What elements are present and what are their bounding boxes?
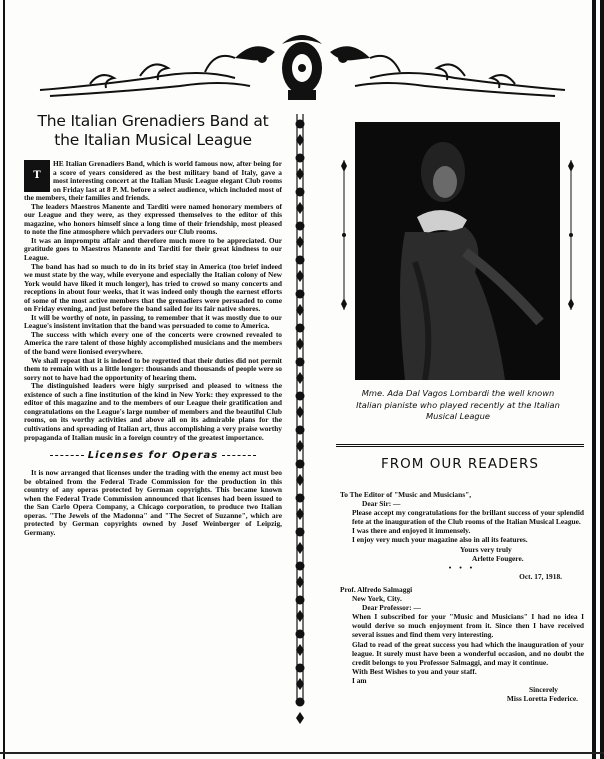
licenses-body bbox=[24, 469, 282, 537]
photo-side-ornament-left bbox=[340, 160, 348, 310]
column-bead bbox=[296, 494, 305, 503]
letter-greeting: Dear Sir: — bbox=[362, 499, 401, 509]
letter-body: Glad to read of the great success you had which the inauguration of your league. It surely must have been a wonderful occasion, and no doubt the credit belongs to you Professor Salmaggi, and may it continue. bbox=[352, 639, 584, 667]
title-flourish-left bbox=[50, 455, 84, 456]
licenses-title-text: Licenses for Operas bbox=[87, 450, 219, 462]
licenses-section-title bbox=[24, 450, 282, 461]
article-paragraph: We shall repeat that it is indeed to be regretted that their duties did not permit them to remain with us a little longer: thousands and thousands of people were so sorry not to have had the opportunity of hearing them. bbox=[24, 355, 282, 382]
column-bead bbox=[296, 460, 305, 469]
column-diamond bbox=[296, 712, 304, 724]
page-border-right bbox=[592, 0, 596, 759]
letter-signature: Miss Loretta Federice. bbox=[506, 694, 578, 704]
letter-body: When I subscribed for your "Music and Musicians" I had no idea I would derive so much enjoyment from it. Since then I have received several issues and find them very interesting. bbox=[352, 612, 584, 640]
page-border-left bbox=[3, 0, 5, 759]
readers-letters bbox=[340, 490, 584, 703]
center-column-ornament bbox=[290, 104, 310, 724]
column-bead bbox=[296, 562, 305, 571]
letter-body: Please accept my congratulations for the brillant success of your splendid fete at the inauguration of the Club rooms of the Italian Musical League. bbox=[352, 508, 584, 527]
letter-body: I am bbox=[352, 675, 367, 685]
dropcap-letter: T bbox=[33, 169, 41, 181]
letter-closing: Sincerely bbox=[528, 684, 558, 694]
letter-body: With Best Wishes to you and your staff. bbox=[352, 666, 477, 676]
letter-recipient: Prof. Alfredo Salmaggi bbox=[340, 584, 413, 594]
photo-side-ornament-right bbox=[567, 160, 575, 310]
column-bead bbox=[296, 256, 305, 265]
article-paragraph: The success with which every one of the concerts were crowned revealed to America the rare talent of those highly accomplished musicians and the members of the band were lionised everywhere. bbox=[24, 329, 282, 357]
letter-body: I was there and enjoyed it immensely. bbox=[352, 526, 471, 536]
article-headline: The Italian Grenadiers Band at the Italian Musical League bbox=[37, 112, 269, 149]
column-bead bbox=[296, 188, 305, 197]
column-bead bbox=[296, 120, 305, 129]
letter-greeting: Dear Professor: — bbox=[362, 603, 421, 613]
page-border-right-outer bbox=[600, 0, 604, 759]
letter-signature: Arlette Fougere. bbox=[472, 553, 524, 563]
article-paragraph: HE Italian Grenadiers Band, which is world famous now, after being for a score of years considered as the best military band of Italy, gave a most interesting concert at the Italian Music League elegant Club rooms on Friday last at 8 P. M. before a select audience, which included most of the members, their families and friends. bbox=[24, 159, 282, 203]
column-bead bbox=[296, 392, 305, 401]
column-bead bbox=[296, 358, 305, 367]
column-bead bbox=[296, 664, 305, 673]
dropcap-ornament bbox=[24, 160, 50, 192]
letter-recipient-city: New York, City. bbox=[352, 594, 402, 604]
column-bead bbox=[296, 528, 305, 537]
header-ornament bbox=[30, 28, 575, 108]
left-column bbox=[24, 108, 282, 537]
letter-date: Oct. 17, 1918. bbox=[519, 571, 562, 581]
letter-body: I enjoy very much your magazine also in all its features. bbox=[352, 535, 528, 545]
article-paragraph: The leaders Maestros Manente and Tarditi were named honorary members of our League and they were, as they expressed themselves to the editor of this magazine, who honors himself since a long time of their friendship, most pleased to note the fine atmosphere which pervaders our Club rooms. bbox=[24, 201, 282, 237]
readers-divider bbox=[336, 444, 584, 447]
letter-separator-stars: • • • bbox=[448, 562, 476, 572]
article-paragraph: It was an impromptu affair and therefore much more to be appreciated. Our gratitude goes to Maestros Manente and Tarditi for their great kindness to our League. bbox=[24, 235, 282, 263]
letter-salutation: To The Editor of "Music and Musicians", bbox=[340, 490, 472, 499]
column-bead bbox=[296, 426, 305, 435]
column-bead bbox=[296, 596, 305, 605]
article-paragraph: It will be worthy of note, in passing, to remember that it was mostly due to our League's insistent invitation that the band was persuaded to come to America. bbox=[24, 312, 282, 331]
page-border-bottom bbox=[0, 752, 604, 754]
pianist-portrait-image bbox=[355, 122, 560, 380]
article-body bbox=[24, 160, 282, 442]
title-flourish-right bbox=[222, 455, 256, 456]
pianist-photo bbox=[355, 122, 560, 380]
photo-caption: Mme. Ada Dal Vagos Lombardi the well known Italian pianiste who played recently at the Italian Musical League bbox=[356, 388, 560, 421]
licenses-paragraph: It is now arranged that licenses under the trading with the enemy act must beo be obtained from the Federal Trade Commission for the production in this country of any operas protected by German copyrights. This became known when the Federal Trade Commission announced that licenses had been issued to the San Carlo Opera Company, a Chicago corporation, to produce two Italian operas. "The Jewels of the Madonna" and "The Secret of Suzanne", which are protected by German copyrights owned by Josef Weinberger of Leipzig, Germany. bbox=[24, 468, 282, 537]
letter-closing: Yours very truly bbox=[460, 544, 512, 554]
article-paragraph: The band has had so much to do in its brief stay in America (too brief indeed we must state by the way, while everyone and especially the Italian colony of New York would have liked it much longer), has tried to crowd so many concerts and receptions in about four weeks, that it was indeed only though the earnest efforts of some of the most active members that the grenadiers were persuaded to come on Friday evening, and just before the band sailed for its fair native shores. bbox=[24, 261, 282, 314]
column-bead bbox=[296, 698, 305, 707]
column-bead bbox=[296, 222, 305, 231]
column-bead bbox=[296, 290, 305, 299]
column-bead bbox=[296, 324, 305, 333]
readers-section-title: FROM OUR READERS bbox=[381, 456, 539, 472]
article-paragraph: The distinguished leaders were higly surprised and pleased to witness the existence of such a fine institution of the kind in New York: they expressed to the editor of this magazine and to the members of our League their gratification and congratulations on the League's large number of members and the beautiful Club rooms, on its worthy activities and above all on its admirable plans for the cultivations and spreading of Italian art, thus accomplishing a very praise worthy propaganda of Italian music in a foreign country of the greatest importance. bbox=[24, 381, 282, 442]
column-bead bbox=[296, 630, 305, 639]
column-bead bbox=[296, 154, 305, 163]
